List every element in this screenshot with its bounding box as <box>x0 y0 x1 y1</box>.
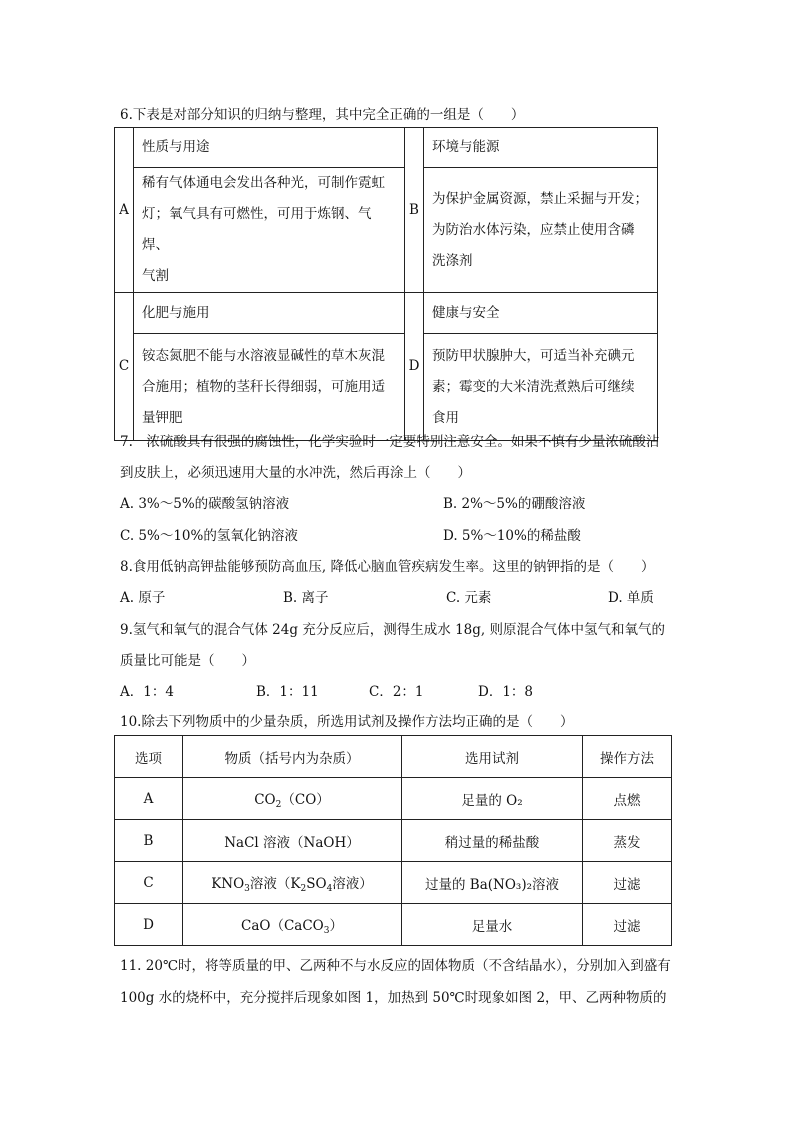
table-row <box>115 862 672 904</box>
q10-option-cell: C <box>115 862 183 904</box>
q9-stem-line2: 质量比可能是（ ） <box>120 653 255 669</box>
q6-title-d: 健康与安全 <box>424 293 658 334</box>
q10-reagent-cell: 足量水 <box>402 904 583 946</box>
q10-option-cell: B <box>115 820 183 862</box>
q6-content-c: 铵态氮肥不能与水溶液显碱性的草木灰混 合施用；植物的茎秆长得细弱，可施用适 量钾肥 <box>134 334 405 441</box>
q8-option-b: B. 离子 <box>283 590 329 606</box>
q6-content-b: 为保护金属资源，禁止采掘与开发； 为防治水体污染，应禁止使用含磷 洗涤剂 <box>424 168 658 293</box>
q10-substance-cell: CaO（CaCO$_3$） <box>183 904 402 946</box>
q10-header-option: 选项 <box>115 736 183 778</box>
q11-stem-line1: 11. 20℃时，将等质量的甲、乙两种不与水反应的固体物质（不含结晶水），分别加入到盛有 <box>120 958 671 974</box>
q6-label-a: A <box>115 128 134 293</box>
q6-stem: 6.下表是对部分知识的归纳与整理，其中完全正确的一组是（ ） <box>120 107 525 123</box>
q9-option-c: C．2：1 <box>369 684 424 700</box>
q6-title-b: 环境与能源 <box>424 128 658 168</box>
q10-method-cell: 蒸发 <box>583 820 672 862</box>
table-row <box>115 820 672 862</box>
q10-header-reagent: 选用试剂 <box>402 736 583 778</box>
q10-option-cell: D <box>115 904 183 946</box>
q10-method-cell: 过滤 <box>583 904 672 946</box>
q9-option-d: D．1：8 <box>478 684 534 700</box>
q6-table <box>114 127 658 441</box>
q10-substance-cell: $KNO_3$溶液（$K_2SO_4$溶液） <box>183 862 402 904</box>
table-row <box>115 778 672 820</box>
q10-header-substance: 物质（括号内为杂质） <box>183 736 402 778</box>
q9-stem-line1: 9.氢气和氧气的混合气体 24g 充分反应后，测得生成水 18g, 则原混合气体中氢气和氧气的 <box>120 622 665 638</box>
q6-title-a: 性质与用途 <box>134 128 405 168</box>
q8-option-a: A. 原子 <box>120 590 166 606</box>
q6-content-d: 预防甲状腺肿大，可适当补充碘元 素；霉变的大米清洗煮熟后可继续 食用 <box>424 334 658 441</box>
q11-stem-line2: 100g 水的烧杯中，充分搅拌后现象如图 1，加热到 50℃时现象如图 2，甲、乙两种物质的 <box>120 990 667 1006</box>
q10-method-cell: 点燃 <box>583 778 672 820</box>
q7-option-c: C. 5%～10%的氢氧化钠溶液 <box>120 528 298 544</box>
q10-header-row <box>115 736 672 778</box>
q10-substance-cell: NaCl 溶液（NaOH） <box>183 820 402 862</box>
q6-label-b: B <box>405 128 424 293</box>
q8-stem: 8.食用低钠高钾盐能够预防高血压, 降低心脑血管疾病发生率。这里的钠钾指的是（ ） <box>120 559 655 575</box>
q10-reagent-cell: 足量的 O₂ <box>402 778 583 820</box>
q10-stem: 10.除去下列物质中的少量杂质，所选用试剂及操作方法均正确的是（ ） <box>120 714 574 730</box>
q10-substance-cell: $CO_2(CO)$ <box>183 778 402 820</box>
q10-header-method: 操作方法 <box>583 736 672 778</box>
q8-option-c: C. 元素 <box>446 590 492 606</box>
q10-reagent-cell: 过量的 Ba(NO₃)₂溶液 <box>402 862 583 904</box>
q7-stem-line2: 到皮肤上，必须迅速用大量的水冲洗，然后再涂上（ ） <box>120 465 471 481</box>
q9-option-a: A．1：4 <box>120 684 174 700</box>
table-row <box>115 904 672 946</box>
q7-option-a: A. 3%～5%的碳酸氢钠溶液 <box>120 496 290 512</box>
q7-option-b: B. 2%～5%的硼酸溶液 <box>443 496 586 512</box>
q6-content-a: 稀有气体通电会发出各种光，可制作霓虹 灯；氧气具有可燃性，可用于炼钢、气焊、 气割 <box>134 168 405 293</box>
q6-label-c: C <box>115 293 134 441</box>
q10-reagent-cell: 稍过量的稀盐酸 <box>402 820 583 862</box>
q9-option-b: B．1：11 <box>256 684 319 700</box>
q6-title-c: 化肥与施用 <box>134 293 405 334</box>
q7-stem-line1: 7. 浓硫酸具有很强的腐蚀性，化学实验时一定要特别注意安全。如果不慎有少量浓硫酸沾 <box>120 434 660 450</box>
q10-method-cell: 过滤 <box>583 862 672 904</box>
q7-option-d: D. 5%～10%的稀盐酸 <box>443 528 581 544</box>
q8-option-d: D. 单质 <box>608 590 654 606</box>
q10-option-cell: A <box>115 778 183 820</box>
q10-table <box>114 735 672 946</box>
q6-label-d: D <box>405 293 424 441</box>
